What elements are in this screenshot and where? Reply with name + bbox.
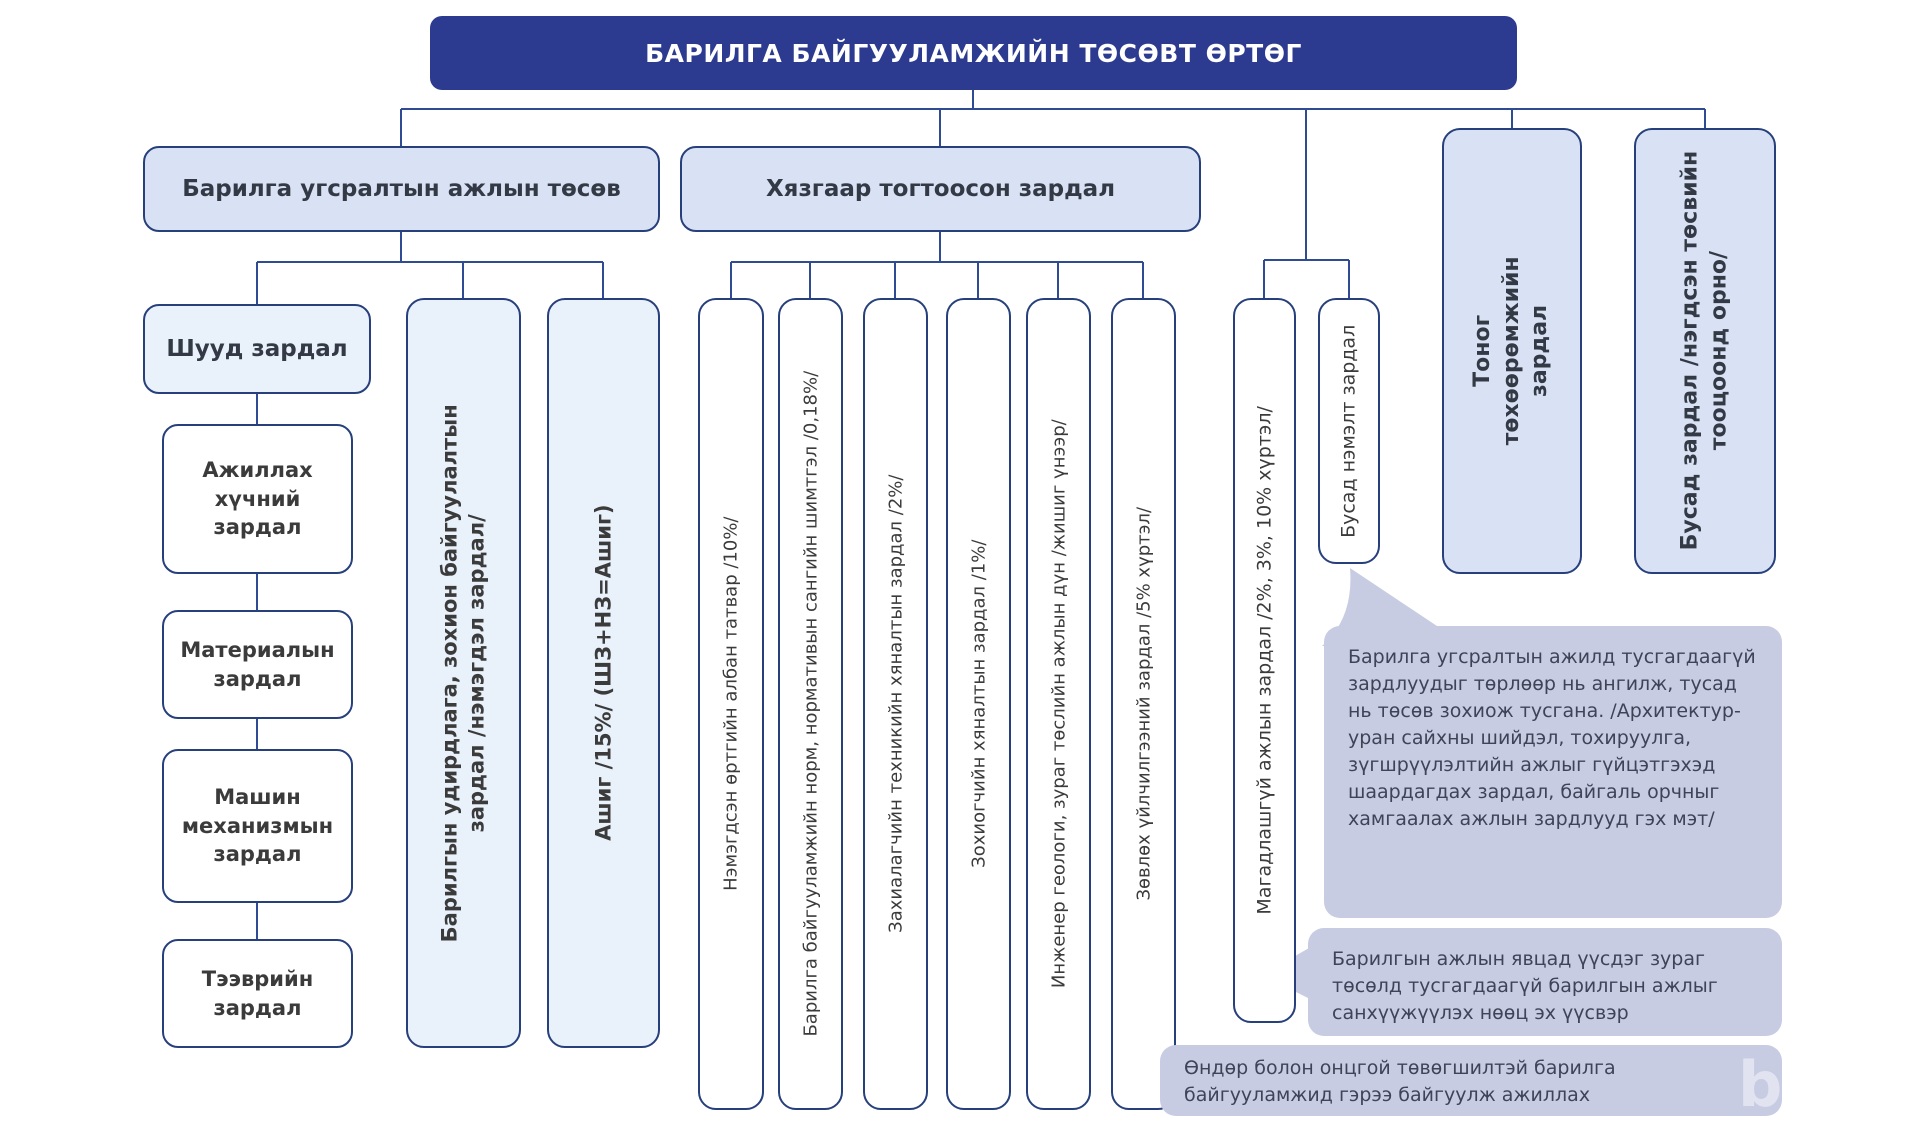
node-other-additional-cost-label: Бусад нэмэлт зардал — [1337, 324, 1360, 538]
node-norm-fund-fee-label: Барилга байгууламжийн норм, нормативын сангийн шимтгэл /0,18%/ — [799, 371, 821, 1037]
note-bubble-2: Барилгын ажлын явцад үүсдэг зураг төсөлд тусгагдаагүй барилгын ажлыг санхүүжүүлэх нөөц эх үүсвэр — [1308, 928, 1782, 1036]
root-node-total-budget-cost: БАРИЛГА БАЙГУУЛАМЖИЙН ТӨСӨВТ ӨРТӨГ — [430, 16, 1517, 90]
node-client-technical-supervision — [863, 298, 928, 1110]
node-other-costs-label: Бусад зардал /нэгдсэн төсвийн тооцоонд орно/ — [1677, 151, 1731, 551]
node-engineering-geology-design-label: Инженер геологи, зураг төслийн ажлын дүн /жишиг үнээр/ — [1047, 419, 1069, 989]
node-consulting-service-cost-label: Зөвлөх үйлчилгээний зардал /5% хүртэл/ — [1132, 507, 1154, 901]
node-vat — [698, 298, 764, 1110]
node-direct-cost: Шууд зардал — [143, 304, 371, 394]
node-machinery-cost: Машин механизмын зардал — [162, 749, 353, 903]
node-other-additional-cost — [1318, 298, 1380, 564]
node-management-overhead-cost — [406, 298, 521, 1048]
node-consulting-service-cost — [1111, 298, 1176, 1110]
watermark-logo: ba — [1738, 1048, 1825, 1121]
note-bubble-3: Өндөр болон онцгой төвөгшилтэй барилга байгууламжид гэрээ байгуулж ажиллах — [1160, 1045, 1782, 1116]
node-vat-label: Нэмэгдсэн өртгийн албан татвар /10%/ — [720, 516, 742, 892]
node-client-technical-supervision-label: Захиалагчийн техникийн хяналтын зардал /2%/ — [884, 474, 906, 934]
node-equipment-cost-label: Тоног төхөөрөмжийн зардал — [1470, 256, 1553, 446]
node-transport-cost: Тээврийн зардал — [162, 939, 353, 1048]
note-bubble-1: Барилга угсралтын ажилд тусгагдаагүй зардлуудыг төрлөөр нь ангилж, тусад нь төсөв зохиож тусгана. /Архитектур-уран сайхны шийдэл, тохируулга, зүгшрүүлэлтийн ажлыг гүйцэтгэхэд шаардагдах зардал, байгаль орчныг хамгаалах ажлын зардлууд гэх мэт/ — [1324, 626, 1782, 918]
node-limited-costs: Хязгаар тогтоосон зардал — [680, 146, 1201, 232]
node-contingency-work-cost-label: Магадлашгүй ажлын зардал /2%, 3%, 10% хүртэл/ — [1253, 406, 1276, 915]
node-norm-fund-fee — [778, 298, 843, 1110]
node-engineering-geology-design — [1026, 298, 1091, 1110]
node-material-cost: Материалын зардал — [162, 610, 353, 719]
node-author-supervision-label: Зохиогчийн хяналтын зардал /1%/ — [967, 539, 989, 869]
node-management-overhead-cost-label: Барилгын удирдлага, зохион байгуулалтын зардал /нэмэгдэл зардал/ — [437, 403, 489, 943]
node-profit — [547, 298, 660, 1048]
node-equipment-cost — [1442, 128, 1582, 574]
node-profit-label: Ашиг /15%/ (ШЗ+НЗ=Ашиг) — [590, 504, 615, 842]
node-labor-cost: Ажиллах хүчний зардал — [162, 424, 353, 574]
node-construction-work-budget: Барилга угсралтын ажлын төсөв — [143, 146, 660, 232]
node-contingency-work-cost — [1233, 298, 1296, 1023]
node-author-supervision — [946, 298, 1011, 1110]
node-other-costs — [1634, 128, 1776, 574]
